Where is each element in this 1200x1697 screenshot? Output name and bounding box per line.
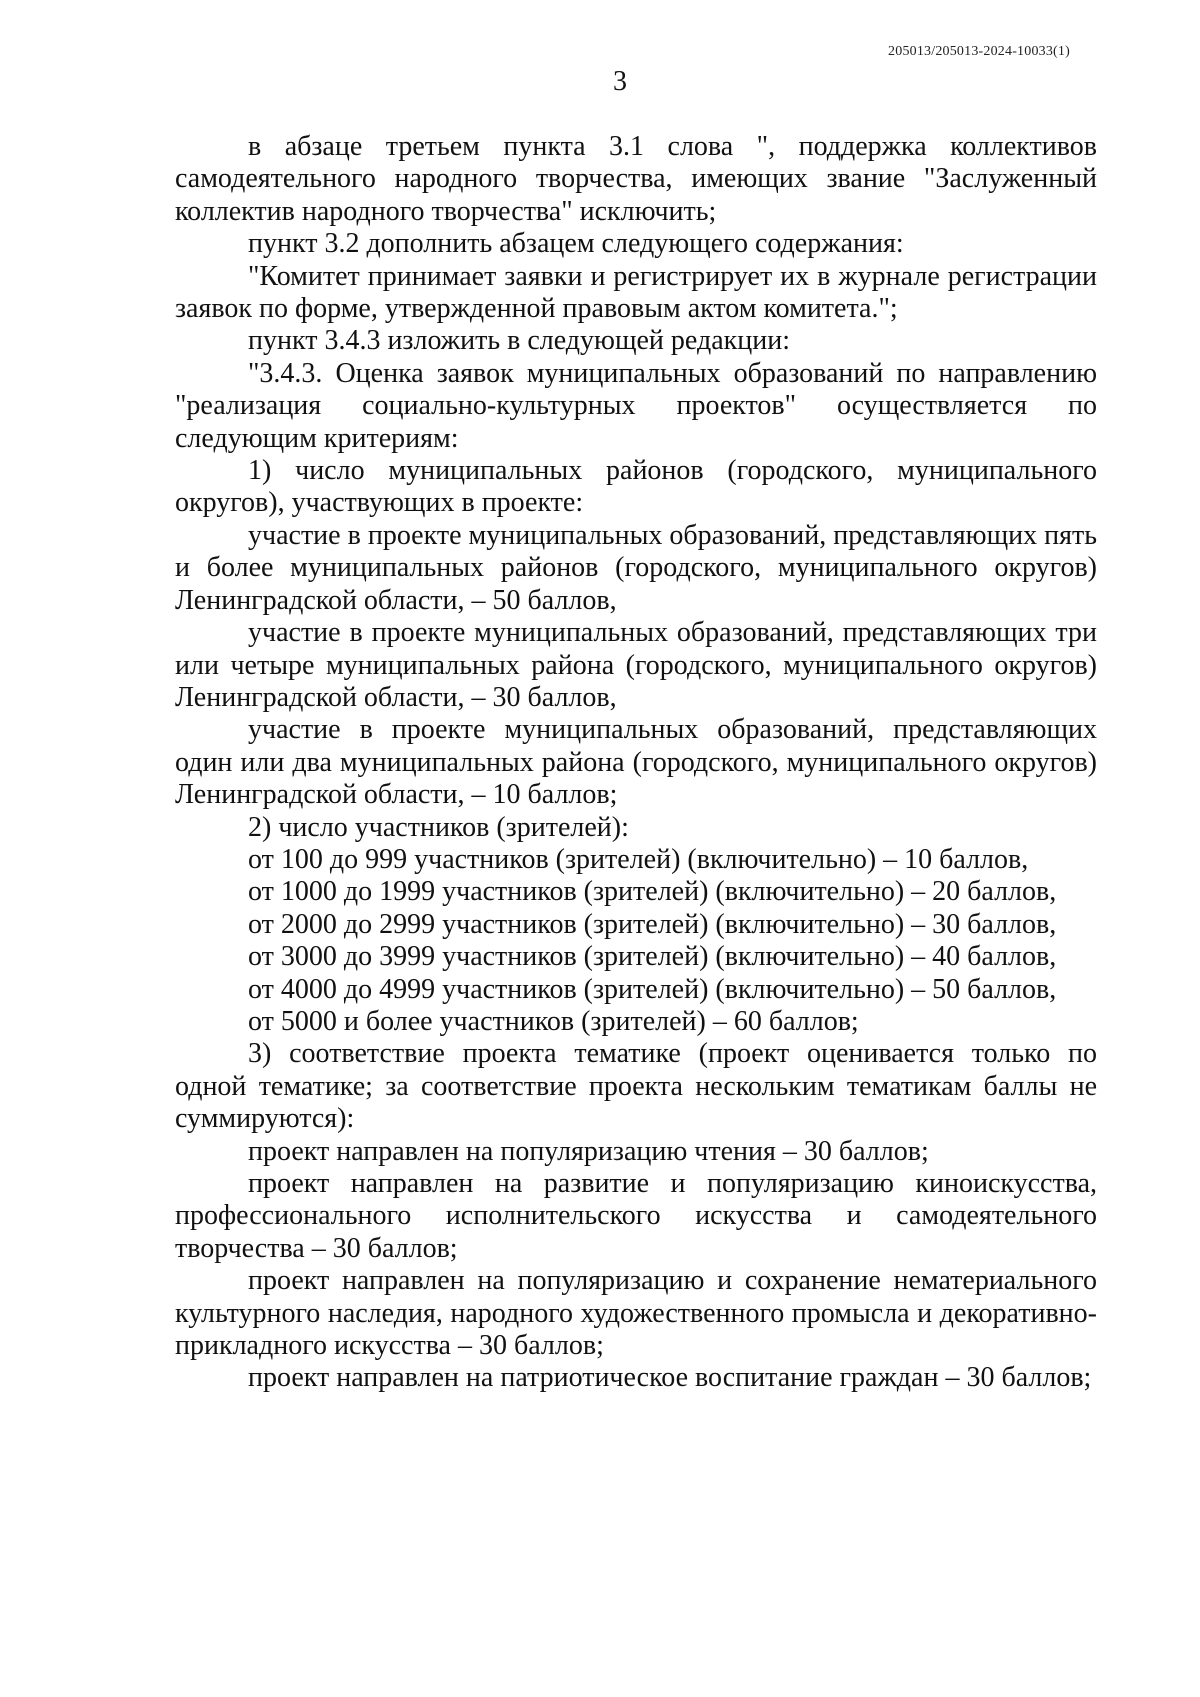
criterion-3-item: проект направлен на популяризацию и сохранение нематериального культурного наследия, народного художественного промысла и декоративно-прикладного искусства – 30 баллов; [175,1265,1097,1362]
paragraph-amend-3-4-3: пункт 3.4.3 изложить в следующей редакции: [248,325,790,357]
criterion-2-item: от 5000 и более участников (зрителей) – 60 баллов; [248,1005,859,1037]
criterion-1-heading: 1) число муниципальных районов (городского, муниципального округов), участвующих в проекте: [175,455,1097,519]
page-number: 3 [613,66,627,97]
criterion-2-item: от 100 до 999 участников (зрителей) (включительно) – 10 баллов, [248,843,1029,875]
criterion-3-item: проект направлен на развитие и популяризацию киноискусства, профессионального исполнительского искусства и самодеятельного творчества – 30 баллов; [175,1168,1097,1264]
criterion-2-item: от 2000 до 2999 участников (зрителей) (включительно) – 30 баллов, [248,908,1057,940]
document-body [175,131,1097,1395]
paragraph-3-4-3-intro: "3.4.3. Оценка заявок муниципальных образований по направлению "реализация социально-культурных проектов" осуществляется по следующим критериям: [175,357,1097,454]
criterion-3-item: проект направлен на патриотическое воспитание граждан – 30 баллов; [248,1362,1092,1394]
criterion-3-item: проект направлен на популяризацию чтения – 30 баллов; [248,1135,929,1167]
paragraph-amend-3-2: пункт 3.2 дополнить абзацем следующего содержания: [248,228,904,260]
criterion-1-item: участие в проекте муниципальных образований, представляющих пять и более муниципальных районов (городского, муниципального округов) Ленинградской области, – 50 баллов, [175,519,1097,616]
criterion-2-heading: 2) число участников (зрителей): [248,811,629,843]
criterion-3-heading: 3) соответствие проекта тематике (проект оценивается только по одной тематике; за соответствие проекта нескольким тематикам баллы не суммируются): [175,1038,1097,1135]
criterion-1-item: участие в проекте муниципальных образований, представляющих один или два муниципальных района (городского, муниципального округов) Ленинградской области, – 10 баллов; [175,714,1097,811]
criterion-2-item: от 3000 до 3999 участников (зрителей) (включительно) – 40 баллов, [248,941,1057,973]
document-registration-number: 205013/205013-2024-10033(1) [888,44,1070,59]
criterion-2-item: от 4000 до 4999 участников (зрителей) (включительно) – 50 баллов, [248,973,1057,1005]
paragraph-quote-committee: "Комитет принимает заявки и регистрирует их в журнале регистрации заявок по форме, утвержденной правовым актом комитета."; [175,260,1097,325]
criterion-1-item: участие в проекте муниципальных образований, представляющих три или четыре муниципальных района (городского, муниципального округов) Ленинградской области, – 30 баллов, [175,617,1097,713]
criterion-2-item: от 1000 до 1999 участников (зрителей) (включительно) – 20 баллов, [248,876,1057,908]
paragraph-amend-3-1: в абзаце третьем пункта 3.1 слова ", поддержка коллективов самодеятельного народного творчества, имеющих звание "Заслуженный коллектив народного творчества" исключить; [175,131,1097,227]
